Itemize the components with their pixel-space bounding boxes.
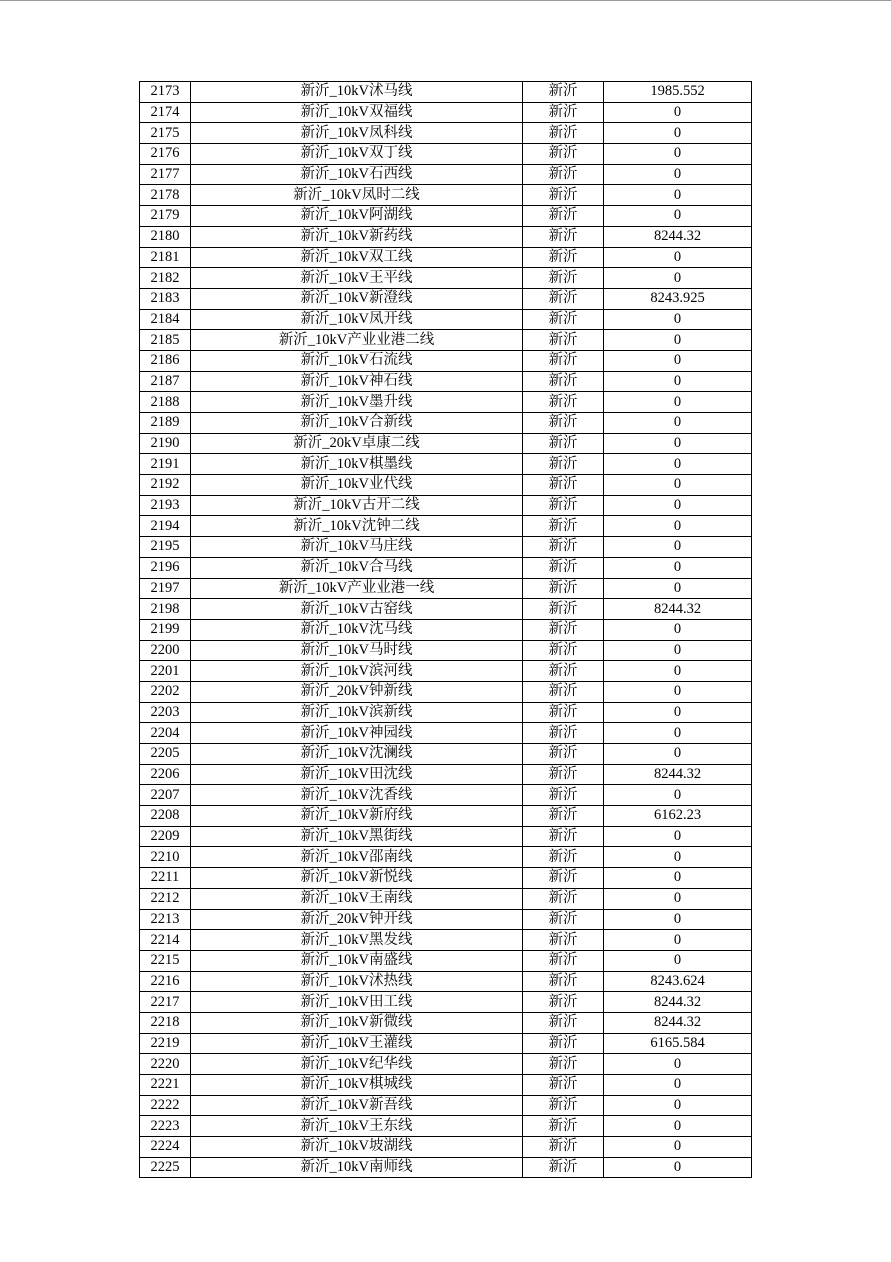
row-id-cell: 2185 xyxy=(140,330,191,351)
line-name-cell: 新沂_10kV黑街线 xyxy=(191,826,523,847)
line-name-cell: 新沂_10kV沈香线 xyxy=(191,785,523,806)
value-cell: 0 xyxy=(604,392,752,413)
table-row xyxy=(140,475,752,496)
value-cell: 0 xyxy=(604,475,752,496)
org-cell: 新沂 xyxy=(523,909,604,930)
table-row xyxy=(140,909,752,930)
org-cell: 新沂 xyxy=(523,806,604,827)
row-id-cell: 2215 xyxy=(140,950,191,971)
org-cell: 新沂 xyxy=(523,785,604,806)
line-name-cell: 新沂_10kV沭热线 xyxy=(191,971,523,992)
line-name-cell: 新沂_10kV凤科线 xyxy=(191,123,523,144)
org-cell: 新沂 xyxy=(523,1137,604,1158)
line-name-cell: 新沂_10kV神园线 xyxy=(191,723,523,744)
table-row xyxy=(140,516,752,537)
table-row xyxy=(140,206,752,227)
line-name-cell: 新沂_10kV新微线 xyxy=(191,1012,523,1033)
line-name-cell: 新沂_10kV凤时二线 xyxy=(191,185,523,206)
org-cell: 新沂 xyxy=(523,392,604,413)
org-cell: 新沂 xyxy=(523,268,604,289)
value-cell: 6165.584 xyxy=(604,1033,752,1054)
row-id-cell: 2218 xyxy=(140,1012,191,1033)
row-id-cell: 2198 xyxy=(140,599,191,620)
row-id-cell: 2194 xyxy=(140,516,191,537)
org-cell: 新沂 xyxy=(523,144,604,165)
table-row xyxy=(140,1095,752,1116)
value-cell: 0 xyxy=(604,371,752,392)
value-cell: 1985.552 xyxy=(604,82,752,103)
row-id-cell: 2210 xyxy=(140,847,191,868)
line-name-cell: 新沂_10kV南师线 xyxy=(191,1157,523,1178)
row-id-cell: 2212 xyxy=(140,888,191,909)
org-cell: 新沂 xyxy=(523,826,604,847)
org-cell: 新沂 xyxy=(523,557,604,578)
org-cell: 新沂 xyxy=(523,309,604,330)
line-name-cell: 新沂_10kV合新线 xyxy=(191,413,523,434)
row-id-cell: 2207 xyxy=(140,785,191,806)
table-row xyxy=(140,868,752,889)
org-cell: 新沂 xyxy=(523,992,604,1013)
row-id-cell: 2206 xyxy=(140,764,191,785)
table-row xyxy=(140,681,752,702)
value-cell: 0 xyxy=(604,702,752,723)
org-cell: 新沂 xyxy=(523,1116,604,1137)
line-name-cell: 新沂_10kV新吾线 xyxy=(191,1095,523,1116)
value-cell: 8244.32 xyxy=(604,226,752,247)
value-cell: 0 xyxy=(604,413,752,434)
line-name-cell: 新沂_10kV古窑线 xyxy=(191,599,523,620)
org-cell: 新沂 xyxy=(523,206,604,227)
org-cell: 新沂 xyxy=(523,495,604,516)
table-body xyxy=(140,82,752,1178)
value-cell: 0 xyxy=(604,826,752,847)
org-cell: 新沂 xyxy=(523,868,604,889)
table-row xyxy=(140,371,752,392)
row-id-cell: 2176 xyxy=(140,144,191,165)
value-cell: 0 xyxy=(604,950,752,971)
table-row xyxy=(140,309,752,330)
org-cell: 新沂 xyxy=(523,82,604,103)
org-cell: 新沂 xyxy=(523,413,604,434)
table-row xyxy=(140,661,752,682)
row-id-cell: 2193 xyxy=(140,495,191,516)
line-name-cell: 新沂_10kV业代线 xyxy=(191,475,523,496)
table-row xyxy=(140,268,752,289)
value-cell: 8243.624 xyxy=(604,971,752,992)
row-id-cell: 2203 xyxy=(140,702,191,723)
line-name-cell: 新沂_10kV王东线 xyxy=(191,1116,523,1137)
org-cell: 新沂 xyxy=(523,1012,604,1033)
org-cell: 新沂 xyxy=(523,640,604,661)
value-cell: 6162.23 xyxy=(604,806,752,827)
table-row xyxy=(140,123,752,144)
value-cell: 8244.32 xyxy=(604,599,752,620)
value-cell: 0 xyxy=(604,888,752,909)
org-cell: 新沂 xyxy=(523,888,604,909)
table-row xyxy=(140,1116,752,1137)
value-cell: 0 xyxy=(604,454,752,475)
row-id-cell: 2202 xyxy=(140,681,191,702)
row-id-cell: 2195 xyxy=(140,537,191,558)
org-cell: 新沂 xyxy=(523,123,604,144)
table-row xyxy=(140,1033,752,1054)
table-row xyxy=(140,888,752,909)
table-row xyxy=(140,1075,752,1096)
row-id-cell: 2196 xyxy=(140,557,191,578)
row-id-cell: 2174 xyxy=(140,102,191,123)
value-cell: 8244.32 xyxy=(604,992,752,1013)
value-cell: 0 xyxy=(604,557,752,578)
line-name-cell: 新沂_10kV凤开线 xyxy=(191,309,523,330)
row-id-cell: 2205 xyxy=(140,744,191,765)
table-row xyxy=(140,144,752,165)
line-name-cell: 新沂_10kV田沈线 xyxy=(191,764,523,785)
row-id-cell: 2208 xyxy=(140,806,191,827)
row-id-cell: 2186 xyxy=(140,350,191,371)
row-id-cell: 2209 xyxy=(140,826,191,847)
table-row xyxy=(140,619,752,640)
org-cell: 新沂 xyxy=(523,599,604,620)
org-cell: 新沂 xyxy=(523,516,604,537)
org-cell: 新沂 xyxy=(523,950,604,971)
value-cell: 0 xyxy=(604,1075,752,1096)
org-cell: 新沂 xyxy=(523,702,604,723)
value-cell: 0 xyxy=(604,268,752,289)
row-id-cell: 2175 xyxy=(140,123,191,144)
line-name-cell: 新沂_10kV沈马线 xyxy=(191,619,523,640)
org-cell: 新沂 xyxy=(523,247,604,268)
line-name-cell: 新沂_10kV邵南线 xyxy=(191,847,523,868)
line-name-cell: 新沂_10kV滨新线 xyxy=(191,702,523,723)
line-name-cell: 新沂_10kV南盛线 xyxy=(191,950,523,971)
value-cell: 8244.32 xyxy=(604,764,752,785)
row-id-cell: 2177 xyxy=(140,164,191,185)
org-cell: 新沂 xyxy=(523,1075,604,1096)
row-id-cell: 2225 xyxy=(140,1157,191,1178)
value-cell: 0 xyxy=(604,185,752,206)
line-name-cell: 新沂_10kV沈钟二线 xyxy=(191,516,523,537)
org-cell: 新沂 xyxy=(523,288,604,309)
row-id-cell: 2184 xyxy=(140,309,191,330)
table-row xyxy=(140,537,752,558)
table-row xyxy=(140,578,752,599)
org-cell: 新沂 xyxy=(523,454,604,475)
line-name-cell: 新沂_10kV王南线 xyxy=(191,888,523,909)
value-cell: 0 xyxy=(604,578,752,599)
table-row xyxy=(140,847,752,868)
row-id-cell: 2180 xyxy=(140,226,191,247)
line-name-cell: 新沂_10kV双丁线 xyxy=(191,144,523,165)
table-row xyxy=(140,164,752,185)
row-id-cell: 2213 xyxy=(140,909,191,930)
table-row xyxy=(140,495,752,516)
org-cell: 新沂 xyxy=(523,1054,604,1075)
table-row xyxy=(140,102,752,123)
line-name-cell: 新沂_10kV石流线 xyxy=(191,350,523,371)
row-id-cell: 2199 xyxy=(140,619,191,640)
line-name-cell: 新沂_10kV新澄线 xyxy=(191,288,523,309)
row-id-cell: 2220 xyxy=(140,1054,191,1075)
row-id-cell: 2222 xyxy=(140,1095,191,1116)
table-row xyxy=(140,330,752,351)
value-cell: 0 xyxy=(604,164,752,185)
line-name-cell: 新沂_10kV新悦线 xyxy=(191,868,523,889)
line-name-cell: 新沂_10kV石西线 xyxy=(191,164,523,185)
page-top-border xyxy=(0,0,892,1)
line-name-cell: 新沂_10kV新药线 xyxy=(191,226,523,247)
line-name-cell: 新沂_10kV双工线 xyxy=(191,247,523,268)
row-id-cell: 2214 xyxy=(140,930,191,951)
table-row xyxy=(140,413,752,434)
line-name-cell: 新沂_10kV黑发线 xyxy=(191,930,523,951)
row-id-cell: 2217 xyxy=(140,992,191,1013)
line-name-cell: 新沂_10kV神石线 xyxy=(191,371,523,392)
value-cell: 0 xyxy=(604,350,752,371)
row-id-cell: 2201 xyxy=(140,661,191,682)
value-cell: 0 xyxy=(604,909,752,930)
table-row xyxy=(140,454,752,475)
value-cell: 0 xyxy=(604,640,752,661)
table-row xyxy=(140,226,752,247)
row-id-cell: 2219 xyxy=(140,1033,191,1054)
line-name-cell: 新沂_10kV古开二线 xyxy=(191,495,523,516)
value-cell: 0 xyxy=(604,744,752,765)
line-name-cell: 新沂_10kV田工线 xyxy=(191,992,523,1013)
row-id-cell: 2191 xyxy=(140,454,191,475)
table-row xyxy=(140,288,752,309)
row-id-cell: 2188 xyxy=(140,392,191,413)
value-cell: 0 xyxy=(604,144,752,165)
value-cell: 0 xyxy=(604,516,752,537)
table-row xyxy=(140,806,752,827)
org-cell: 新沂 xyxy=(523,185,604,206)
line-name-cell: 新沂_10kV棋墨线 xyxy=(191,454,523,475)
org-cell: 新沂 xyxy=(523,433,604,454)
line-name-cell: 新沂_20kV钟开线 xyxy=(191,909,523,930)
value-cell: 0 xyxy=(604,681,752,702)
line-name-cell: 新沂_10kV棋城线 xyxy=(191,1075,523,1096)
line-name-cell: 新沂_20kV钟新线 xyxy=(191,681,523,702)
table-row xyxy=(140,185,752,206)
org-cell: 新沂 xyxy=(523,1095,604,1116)
org-cell: 新沂 xyxy=(523,619,604,640)
row-id-cell: 2189 xyxy=(140,413,191,434)
row-id-cell: 2223 xyxy=(140,1116,191,1137)
org-cell: 新沂 xyxy=(523,764,604,785)
row-id-cell: 2182 xyxy=(140,268,191,289)
value-cell: 0 xyxy=(604,868,752,889)
value-cell: 0 xyxy=(604,723,752,744)
org-cell: 新沂 xyxy=(523,350,604,371)
value-cell: 0 xyxy=(604,847,752,868)
row-id-cell: 2197 xyxy=(140,578,191,599)
row-id-cell: 2192 xyxy=(140,475,191,496)
org-cell: 新沂 xyxy=(523,330,604,351)
row-id-cell: 2190 xyxy=(140,433,191,454)
row-id-cell: 2178 xyxy=(140,185,191,206)
table-row xyxy=(140,247,752,268)
org-cell: 新沂 xyxy=(523,723,604,744)
row-id-cell: 2211 xyxy=(140,868,191,889)
table-row xyxy=(140,1157,752,1178)
line-name-cell: 新沂_10kV王灌线 xyxy=(191,1033,523,1054)
table-row xyxy=(140,640,752,661)
value-cell: 0 xyxy=(604,433,752,454)
table-row xyxy=(140,350,752,371)
org-cell: 新沂 xyxy=(523,102,604,123)
table-row xyxy=(140,785,752,806)
row-id-cell: 2221 xyxy=(140,1075,191,1096)
table-row xyxy=(140,1012,752,1033)
table-row xyxy=(140,950,752,971)
org-cell: 新沂 xyxy=(523,661,604,682)
line-name-cell: 新沂_10kV阿湖线 xyxy=(191,206,523,227)
line-name-cell: 新沂_10kV新府线 xyxy=(191,806,523,827)
line-name-cell: 新沂_10kV双福线 xyxy=(191,102,523,123)
value-cell: 8244.32 xyxy=(604,1012,752,1033)
row-id-cell: 2173 xyxy=(140,82,191,103)
line-name-cell: 新沂_10kV马时线 xyxy=(191,640,523,661)
org-cell: 新沂 xyxy=(523,847,604,868)
value-cell: 0 xyxy=(604,1116,752,1137)
line-name-cell: 新沂_10kV产业业港一线 xyxy=(191,578,523,599)
table-row xyxy=(140,971,752,992)
table-row xyxy=(140,1054,752,1075)
org-cell: 新沂 xyxy=(523,371,604,392)
table-row xyxy=(140,723,752,744)
row-id-cell: 2204 xyxy=(140,723,191,744)
org-cell: 新沂 xyxy=(523,1033,604,1054)
value-cell: 0 xyxy=(604,1157,752,1178)
row-id-cell: 2216 xyxy=(140,971,191,992)
row-id-cell: 2183 xyxy=(140,288,191,309)
value-cell: 0 xyxy=(604,330,752,351)
value-cell: 0 xyxy=(604,537,752,558)
table-row xyxy=(140,433,752,454)
value-cell: 0 xyxy=(604,1137,752,1158)
table-row xyxy=(140,930,752,951)
table-row xyxy=(140,764,752,785)
line-name-cell: 新沂_10kV滨河线 xyxy=(191,661,523,682)
row-id-cell: 2179 xyxy=(140,206,191,227)
value-cell: 0 xyxy=(604,495,752,516)
table-row xyxy=(140,702,752,723)
org-cell: 新沂 xyxy=(523,578,604,599)
org-cell: 新沂 xyxy=(523,971,604,992)
row-id-cell: 2187 xyxy=(140,371,191,392)
value-cell: 0 xyxy=(604,1095,752,1116)
table-row xyxy=(140,992,752,1013)
org-cell: 新沂 xyxy=(523,744,604,765)
row-id-cell: 2224 xyxy=(140,1137,191,1158)
row-id-cell: 2181 xyxy=(140,247,191,268)
value-cell: 0 xyxy=(604,206,752,227)
table-row xyxy=(140,744,752,765)
data-table xyxy=(139,81,752,1178)
table-row xyxy=(140,599,752,620)
value-cell: 0 xyxy=(604,102,752,123)
line-name-cell: 新沂_10kV王平线 xyxy=(191,268,523,289)
table-row xyxy=(140,82,752,103)
line-name-cell: 新沂_10kV沭马线 xyxy=(191,82,523,103)
line-name-cell: 新沂_10kV产业业港二线 xyxy=(191,330,523,351)
value-cell: 0 xyxy=(604,785,752,806)
table-row xyxy=(140,826,752,847)
value-cell: 0 xyxy=(604,619,752,640)
org-cell: 新沂 xyxy=(523,164,604,185)
value-cell: 0 xyxy=(604,123,752,144)
value-cell: 0 xyxy=(604,930,752,951)
line-name-cell: 新沂_10kV坡湖线 xyxy=(191,1137,523,1158)
table-row xyxy=(140,392,752,413)
org-cell: 新沂 xyxy=(523,1157,604,1178)
org-cell: 新沂 xyxy=(523,475,604,496)
org-cell: 新沂 xyxy=(523,226,604,247)
org-cell: 新沂 xyxy=(523,681,604,702)
table-row xyxy=(140,1137,752,1158)
line-name-cell: 新沂_10kV马庄线 xyxy=(191,537,523,558)
value-cell: 8243.925 xyxy=(604,288,752,309)
line-name-cell: 新沂_10kV纪华线 xyxy=(191,1054,523,1075)
value-cell: 0 xyxy=(604,1054,752,1075)
line-name-cell: 新沂_10kV墨升线 xyxy=(191,392,523,413)
value-cell: 0 xyxy=(604,247,752,268)
org-cell: 新沂 xyxy=(523,537,604,558)
line-name-cell: 新沂_20kV卓康二线 xyxy=(191,433,523,454)
org-cell: 新沂 xyxy=(523,930,604,951)
line-name-cell: 新沂_10kV沈澜线 xyxy=(191,744,523,765)
row-id-cell: 2200 xyxy=(140,640,191,661)
value-cell: 0 xyxy=(604,309,752,330)
table-row xyxy=(140,557,752,578)
line-name-cell: 新沂_10kV合马线 xyxy=(191,557,523,578)
value-cell: 0 xyxy=(604,661,752,682)
